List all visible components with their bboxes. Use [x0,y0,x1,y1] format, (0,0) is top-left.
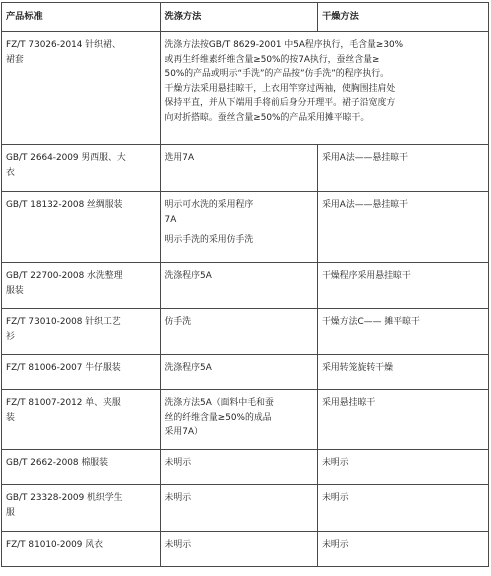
drying-cell [318,263,489,309]
cell-line: 50%的产品或明示“手洗”的产品按”仿手洗”的程序执行。 [164,69,390,79]
drying-cell [318,450,489,485]
header-drying-method: 干燥方法 [318,3,489,32]
cell-line: 洗涤程序5A [164,271,212,281]
washing-cell [160,145,318,192]
cell-line: 采用A法——悬挂晾干 [322,200,409,210]
standard-cell [2,192,161,263]
washing-cell-merged [160,32,488,145]
cell-line: 洗涤程序5A [164,363,212,373]
cell-line: 仿手洗 [164,317,192,327]
cell-line: 丝的纤维含量≥50%的成品 [164,412,272,423]
standard-cell [2,532,161,567]
cell-line: 未明示 [322,493,349,503]
cell-line: 干燥方法C—— 摊平晾干 [322,317,420,327]
cell-line: 服装 [6,285,24,296]
cell-line: FZ/T 81007-2012 单、夹服 [6,398,121,408]
cell-line: 采用悬挂晾干 [322,398,376,408]
cell-line: GB/T 23328-2009 机织学生 [6,493,123,503]
cell-line: 装 [6,412,15,423]
cell-line: 衫 [6,331,15,342]
cell-line: 明示可水洗的采用程序 [164,200,254,210]
standard-cell [2,390,161,450]
cell-line: 未明示 [164,458,192,468]
washing-cell [160,485,318,532]
drying-cell [318,485,489,532]
cell-line: 未明示 [164,540,192,550]
cell-line: 保持平直，并从下端用手将前后身分开理平。裙子沿宽度方 [164,98,396,108]
cell-line: 明示手洗的采用仿手洗 [164,235,254,245]
table-row [2,355,489,390]
cell-line: 服 [6,507,15,518]
table-row [2,145,489,192]
cell-line: 未明示 [322,458,349,468]
cell-line: 7A [164,214,177,225]
washing-cell [160,309,318,355]
cell-line: 未明示 [164,493,192,503]
standard-cell [2,450,161,485]
cell-line: 洗涤方法5A（面料中毛和蚕 [164,398,274,408]
table-row [2,192,489,263]
drying-cell [318,355,489,390]
cell-line: 采用7A） [164,427,203,437]
washing-cell [160,355,318,390]
standard-cell [2,263,161,309]
cell-line: FZ/T 81006-2007 牛仔服装 [6,363,121,373]
washing-cell [160,532,318,567]
drying-cell [318,192,489,263]
washing-cell [160,192,318,263]
standard-cell [2,32,161,145]
cell-line: 未明示 [322,540,349,550]
cell-line: 衣 [6,167,15,178]
table-row [2,532,489,567]
cell-line: 或再生纤维素纤维含量≥50%的按7A执行，蚕丝含量≥ [164,54,380,65]
cell-line: 干燥程序采用悬挂晾干 [322,271,411,281]
cell-line: GB/T 22700-2008 水洗整理 [6,271,123,281]
drying-cell [318,309,489,355]
table-row [2,309,489,355]
standard-cell [2,309,161,355]
drying-cell [318,532,489,567]
cell-line: 采用A法——悬挂晾干 [322,153,409,163]
table-row [2,450,489,485]
table-row [2,485,489,532]
table-row [2,263,489,309]
cell-line: FZ/T 81010-2009 风衣 [6,540,104,550]
standard-cell [2,485,161,532]
cell-line: GB/T 2662-2008 棉服装 [6,458,109,468]
cell-line: FZ/T 73010-2008 针织工艺 [6,317,121,327]
drying-cell [318,145,489,192]
cell-line: 洗涤方法按GB/T 8629-2001 中5A程序执行，毛含量≥30% [164,40,404,50]
washing-cell [160,450,318,485]
table-header-row [2,3,489,32]
cell-line: 向对折搭晾。蚕丝含量≥50%的产品采用摊平晾干。 [164,112,370,123]
cell-line: 裙套 [6,54,24,65]
cell-line: 采用转笼旋转干燥 [322,363,394,373]
cell-line: GB/T 2664-2009 男西服、大 [6,153,126,163]
header-washing-method: 洗涤方法 [160,3,318,32]
standards-table [1,2,489,567]
washing-cell [160,263,318,309]
drying-cell [318,390,489,450]
cell-line: 干燥方法采用悬挂晾干，上衣用竿穿过两袖，使胸围挂肩处 [164,83,396,94]
table-row [2,32,489,145]
washing-cell [160,390,318,450]
cell-line: GB/T 18132-2008 丝绸服装 [6,200,123,210]
standard-cell [2,145,161,192]
header-product-standard: 产品标准 [2,3,161,32]
table-row [2,390,489,450]
cell-line: FZ/T 73026-2014 针织裙、 [6,40,121,50]
cell-line: 选用7A [164,153,195,163]
standard-cell [2,355,161,390]
